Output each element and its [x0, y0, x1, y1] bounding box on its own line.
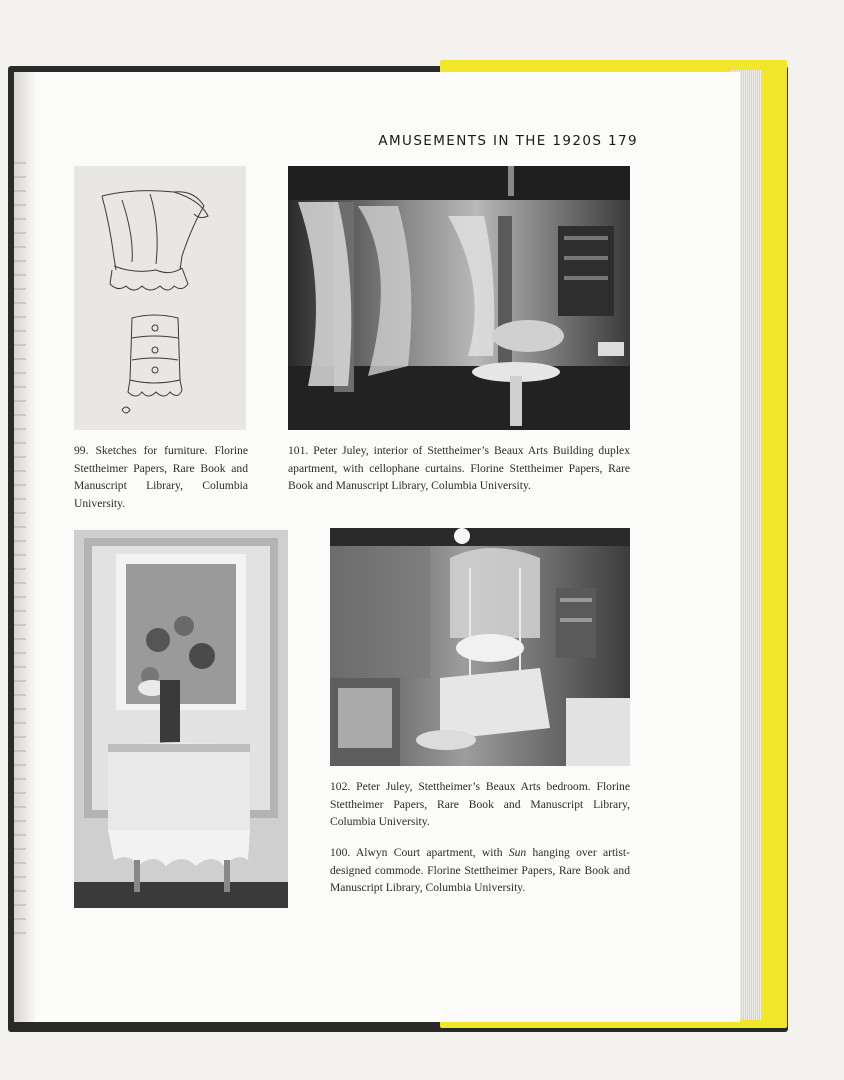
figure-99-sketches — [74, 166, 246, 430]
figure-101-interior-photo — [288, 166, 630, 430]
caption-102: 102. Peter Juley, Stettheimer’s Beaux Arts bedroom. Florine Stettheimer Papers, Rare Book and Manuscript Library, Columbia University. — [330, 780, 630, 828]
figure-102-bedroom-photo — [330, 528, 630, 766]
caption-100 — [330, 844, 630, 897]
caption-100-lead: 100. Alwyn Court apartment, with — [330, 846, 509, 859]
facing-page-text — [14, 162, 26, 942]
caption-100-artwork-title: Sun — [508, 846, 527, 859]
caption-99: 99. Sketches for furniture. Florine Stettheimer Papers, Rare Book and Manuscript Library, Columbia University. — [74, 444, 248, 510]
caption-100-rest: hanging over artist-designed commode. Florine Stettheimer Papers, Rare Book and Manuscript Library, Columbia University. — [330, 846, 630, 894]
figure-100-alwyn-court-photo — [74, 530, 288, 908]
running-head: AMUSEMENTS IN THE 1920S 179 — [378, 133, 638, 149]
caption-101: 101. Peter Juley, interior of Stettheimer’s Beaux Arts Building duplex apartment, with cellophane curtains. Florine Stettheimer Papers, Rare Book and Manuscript Library, Columbia University. — [288, 444, 630, 492]
book-page — [14, 72, 740, 1022]
